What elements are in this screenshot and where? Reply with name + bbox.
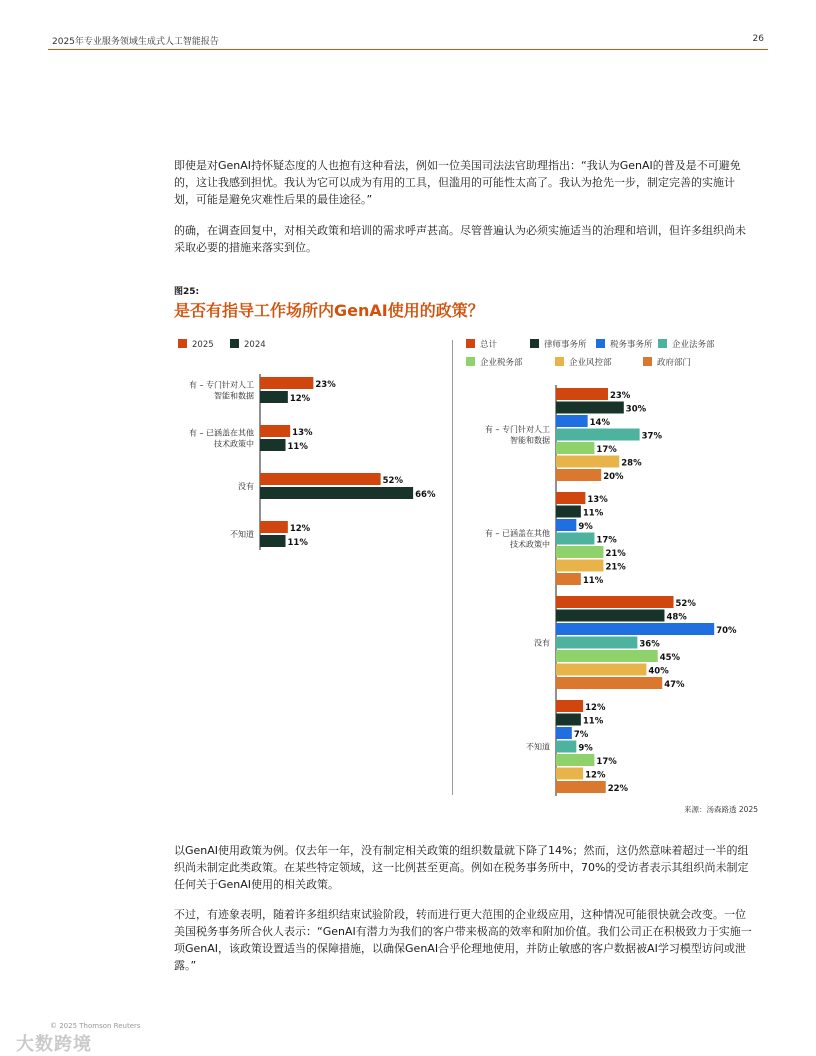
bar-value-label: 12% [289,394,311,404]
bar [556,456,619,468]
category-label: 有 – 专门针对人工 [484,425,550,434]
bar [556,741,576,753]
legend-swatch [643,357,652,366]
bar [556,469,601,481]
category-label: 有 – 专门针对人工 [188,380,254,390]
charts-divider [452,340,453,795]
bar [556,546,603,558]
bar-value-label: 45% [659,653,681,663]
bar-value-label: 17% [596,445,617,455]
bar-value-label: 13% [292,428,313,438]
watermark-logo: 大数跨境 [16,1034,92,1055]
bar-value-label: 23% [315,380,336,390]
bar [260,425,290,437]
bar [556,402,624,414]
bar [260,535,286,547]
bar [556,388,608,400]
bar-value-label: 9% [578,743,593,754]
header-divider [48,49,768,50]
paragraph-2: 的确，在调查回复中，对相关政策和培训的需求呼声甚高。尽管普遍认为必须实施适当的治理和培训，但许多组织尚未采取必要的措施来落实到位。 [174,224,746,254]
bar [556,429,640,441]
bar-value-label: 48% [666,612,687,623]
category-label: 不知道 [230,530,254,539]
bar [260,487,413,499]
legend-label: 2024 [244,340,266,350]
category-label: 没有 [534,638,550,648]
category-label: 技术政策中 [510,540,550,549]
bar-value-label: 36% [639,639,660,650]
bar [260,473,381,485]
bar-value-label: 28% [621,458,642,469]
bar [556,519,576,531]
category-label: 没有 [238,482,254,491]
bar-value-label: 66% [415,490,436,500]
bar-value-label: 23% [609,391,631,401]
bar [556,768,583,780]
bar [556,781,606,793]
figure-title: 是否有指导工作场所内GenAI使用的政策？ [174,301,484,320]
chart-source: 来源：汤森路透 2025 [684,805,758,814]
bar [556,415,588,427]
bar [556,533,594,545]
page-number: 26 [752,34,764,44]
bar [556,714,581,726]
bar [556,754,594,766]
legend-label: 2025 [192,340,214,350]
figure-label: 图25: [174,287,200,297]
bar [260,439,286,451]
bar [556,560,603,572]
bar-value-label: 52% [382,476,403,486]
bar [556,573,581,585]
bar [556,506,581,518]
legend-label: 律师事务所 [544,340,587,350]
bar [260,377,313,389]
bar-value-label: 40% [648,666,669,677]
bar [556,727,572,739]
legend-swatch [530,339,539,348]
category-label: 有 – 已涵盖在其他 [188,428,254,438]
bar-value-label: 21% [605,562,626,573]
bar-value-label: 12% [289,524,311,534]
legend-swatch [555,357,564,366]
bar-value-label: 21% [605,549,626,559]
legend-swatch [596,339,605,348]
bar [260,521,288,533]
category-label: 技术政策中 [214,439,254,449]
legend-label: 企业法务部 [672,340,715,350]
bar [556,637,637,649]
bar [556,596,674,608]
legend-label: 政府部门 [657,358,692,368]
bar [556,650,658,662]
category-label: 不知道 [526,742,550,752]
bar-value-label: 17% [596,535,617,546]
legend-swatch [230,339,239,348]
bar-value-label: 9% [578,522,593,532]
bar [556,492,585,504]
legend-swatch [658,339,667,348]
bar-value-label: 12% [585,703,606,713]
bar [556,664,646,676]
legend-label: 税务事务所 [610,340,653,350]
legend-label: 总计 [480,340,498,350]
bar-value-label: 11% [582,716,604,727]
report-title: 2025年专业服务领域生成式人工智能报告 [52,37,219,47]
bar-value-label: 11% [287,442,308,452]
bar-value-label: 11% [582,508,604,519]
bar-value-label: 22% [607,784,629,794]
bar-value-label: 47% [664,680,685,690]
paragraph-3: 以GenAI使用政策为例。仅去年一年，没有制定相关政策的组织数量就下降了14%；然而，这仍然意味着超过一半的组织尚未制定此类政策。在某些特定领域，这一比例甚至更高。例如在税务事务所中，70%的受访者表示其组织尚未制定任何关于GenAI使用的相关政策。 [174,844,749,891]
bar-value-label: 11% [287,538,308,548]
bar-value-label: 12% [585,770,606,781]
legend-label: 企业风控部 [569,358,612,368]
category-label: 智能和数据 [510,436,550,445]
chart-by-segment [460,330,770,800]
bar [260,391,288,403]
copyright: © 2025 Thomson Reuters [50,1022,141,1030]
legend-swatch [178,339,187,348]
legend-swatch [466,357,475,366]
paragraph-4: 不过，有迹象表明，随着许多组织结束试验阶段，转而进行更大范围的企业级应用，这种情况可能很快就会改变。一位美国税务事务所合伙人表示：“GenAI有潜力为我们的客户带来极高的效率和附加价值。我们公司正在积极致力于实施一项GenAI，该政策设置适当的保障措施，以确保GenAI合乎伦理地使用，并防止敏感的客户数据被AI学习模型访问或泄露。” [174,908,752,972]
bar [556,442,594,454]
bar-value-label: 7% [573,730,589,740]
chart-by-year [170,330,450,570]
bar [556,677,662,689]
paragraph-1: 即使是对GenAI持怀疑态度的人也抱有这种看法，例如一位美国司法法官助理指出：“我认为GenAI的普及是不可避免的，这让我感到担忧。我认为它可以成为有用的工具，但滥用的可能性太高了。我认为抢先一步，制定完善的实施计划，可能是避免灾难性后果的最佳途径。” [174,159,741,206]
bar-value-label: 17% [596,757,617,767]
legend-swatch [466,339,475,348]
bar-value-label: 20% [603,472,624,482]
bar [556,700,583,712]
bar-value-label: 14% [589,418,610,428]
bar [556,610,664,622]
legend-label: 企业税务部 [480,358,523,368]
bar-value-label: 11% [582,576,604,586]
bar-value-label: 37% [641,431,662,442]
bar-value-label: 70% [716,626,737,636]
bar-value-label: 13% [587,495,608,505]
category-label: 有 – 已涵盖在其他 [484,529,550,538]
bar-value-label: 30% [625,404,647,415]
category-label: 智能和数据 [214,391,254,401]
bar [556,623,714,635]
bar-value-label: 52% [675,599,696,609]
